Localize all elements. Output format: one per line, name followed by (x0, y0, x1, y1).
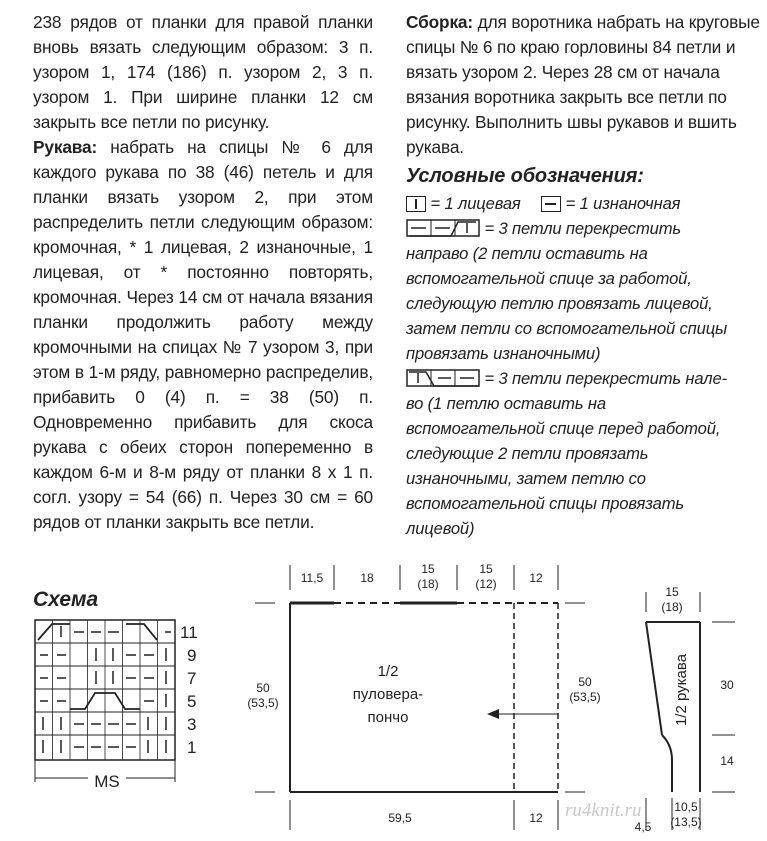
body-title-line2: пуловера- (352, 686, 424, 703)
body-title-line1: 1/2 (377, 663, 399, 680)
sleeve-label: 1/2 рукава (673, 653, 690, 727)
watermark: ru4knit.ru (565, 800, 642, 821)
cross-right-description: направо (2 петли оставить на вспомогательной спице за работой, следующую петлю провязать лицевой, затем петли со вспомогательной спицы провязать изнаночными) (406, 244, 728, 363)
height-right-alt: (53,5) (569, 690, 601, 704)
dim-15-a: 15 (421, 562, 435, 576)
bottom-width: 59,5 (388, 811, 412, 825)
cross-right-symbol (406, 219, 480, 237)
knit-text: = 1 лицевая (430, 194, 521, 213)
sleeves-text: набрать на спицы № 6 для каждого рукава по 38 (46) петель и для планки вязать узором 2, при этом распределить петли следующим образом: кромочная, * 1 лицевая, 2 изнаночные, 1 лицевая, от * постоянно повторять, кромочная. Через 14 см от начала вязания планки продолжить работу между кромочными на спицах № 7 узором 3, при этом в 1-м ряду, равномерно распределив, прибавить 0 (4) п. = 38 (50) п. Одновременно прибавить для скоса рукава с обеих сторон попеременно в каждом 6-м и 8-м ряду от планки 8 х 1 п. согл. узору = 54 (66) п. Через 30 см = 60 рядов от планки закрыть все петли. (33, 137, 373, 532)
dim-18: 18 (360, 571, 374, 585)
schema-title: Схема (33, 588, 99, 611)
sleeve-height-upper: 30 (720, 678, 734, 692)
dim-12-alt: (12) (475, 577, 497, 591)
dim-12-top: 12 (529, 571, 543, 585)
height-left-alt: (53,5) (247, 696, 279, 710)
purl-text: = 1 изнаночная (565, 194, 681, 213)
assembly-text: для воротника набрать на круговые спицы № 6 по краю горловины 84 петли и вязать узором 2. Через 28 см от начала вязания воротника закрыть все петли по рисунку. Выполнить швы рукавов и вшить рукава. (406, 12, 760, 157)
right-text-column (406, 10, 766, 541)
legend-heading: Условные обозначения: (406, 165, 644, 187)
sleeve-height-lower: 14 (720, 754, 734, 768)
row-number-1: 1 (187, 738, 197, 757)
row-number-7: 7 (187, 669, 197, 688)
height-right: 50 (578, 675, 592, 689)
knit-symbol (406, 196, 426, 212)
row-number-5: 5 (187, 692, 197, 711)
legend-knit-purl (406, 191, 742, 216)
row-number-9: 9 (187, 646, 197, 665)
stitch-chart (35, 620, 175, 782)
bottom-band: 12 (529, 811, 543, 825)
cross-right-text: = 3 петли перекрестить (484, 219, 681, 238)
row-number-11: 11 (180, 623, 198, 642)
left-text-column (33, 10, 373, 535)
body-title-line3: пончо (367, 709, 409, 726)
sleeve-bottom-width-alt: (13,5) (670, 815, 702, 829)
assembly-paragraph (406, 10, 767, 160)
sleeves-paragraph (33, 135, 373, 535)
legend-cross-right (406, 216, 742, 366)
legend (406, 191, 742, 541)
dim-15-b: 15 (479, 562, 493, 576)
row-number-3: 3 (187, 715, 197, 734)
cross-left-text: = 3 петли перекрестить нале- (484, 369, 727, 388)
assembly-heading: Сборка: (406, 12, 474, 32)
purl-symbol (541, 196, 561, 212)
sleeve-bottom-offset: 4,5 (634, 820, 652, 834)
dim-11-5: 11,5 (300, 571, 324, 585)
sleeve-bottom-width: 10,5 (674, 800, 698, 814)
height-left: 50 (256, 681, 270, 695)
sleeves-heading: Рукава: (33, 137, 98, 157)
legend-cross-left (406, 366, 742, 541)
band-paragraph: 238 рядов от планки для правой планки вновь вязать следующим образом: 3 п. узором 1, 174 (186) п. узором 2, 3 п. узором 1. При ширине планки 12 см закрыть все петли по рисунку. (33, 12, 373, 132)
cross-left-symbol (406, 369, 480, 387)
sleeve-pattern (646, 592, 735, 830)
sleeve-top-width: 15 (665, 585, 679, 599)
repeat-label: MS (94, 772, 120, 791)
dim-18-alt: (18) (417, 577, 439, 591)
body-pattern (255, 565, 585, 830)
arrow-head (487, 709, 499, 719)
sleeve-top-width-alt: (18) (661, 600, 683, 614)
cross-left-description: во (1 петлю оставить на вспомогательной спице перед работой, следующие 2 петли провязать изнаночными, затем петлю со вспомогательной спицы провязать лицевой) (406, 394, 721, 538)
